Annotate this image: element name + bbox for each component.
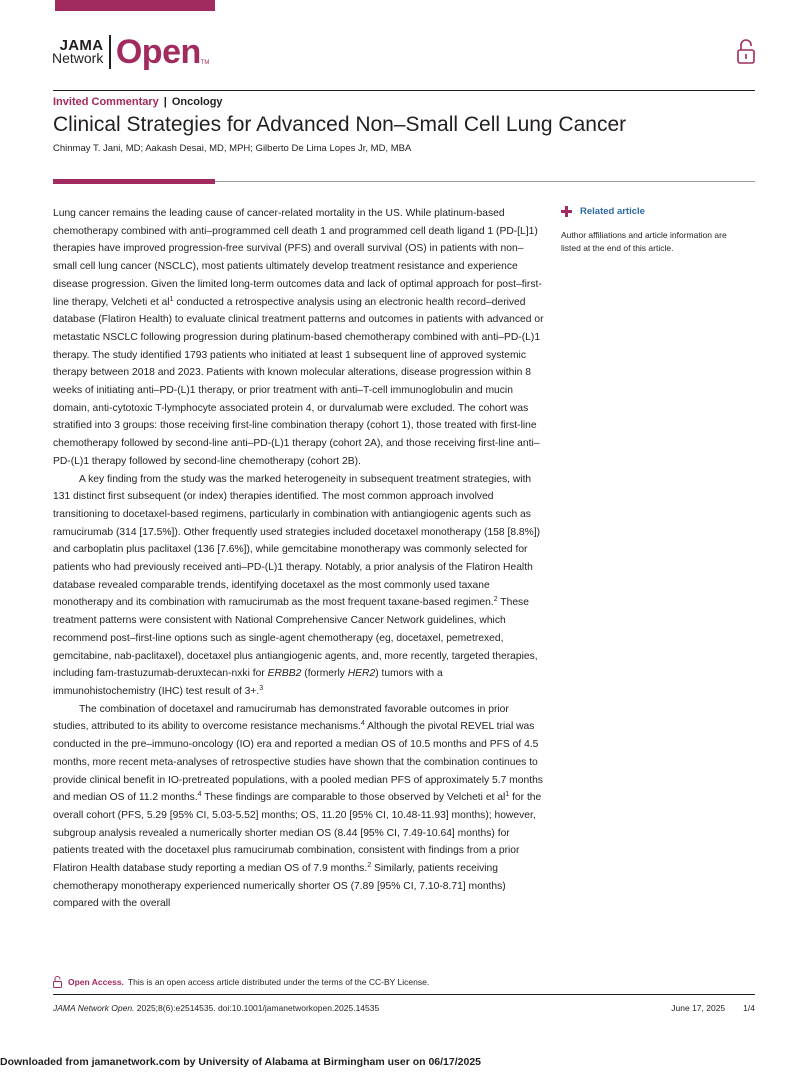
logo-network-text: Network bbox=[52, 50, 104, 66]
p2-text: A key finding from the study was the marked heterogeneity in subsequent treatment strategies, with 131 distinct first subsequent (or index) therapies identified. The most common approach involved transitioning to docetaxel-based regimens, particularly in combination with antiangiogenic agents such as ramucirumab (314 [17.5%]). Other frequently used strategies included docetaxel monotherapy (158 [8.8%]) and carboplatin plus paclitaxel (136 [7.6%]), while gemcitabine monotherapy was commonly selected for patients who had previously received anti–PD-(L)1 therapy. Notably, a prior analysis of the Flatiron Health database revealed comparable trends, identifying docetaxel as the most commonly used taxane monotherapy and its combination with ramucirumab as the most frequent taxane-based regimen. bbox=[53, 473, 541, 609]
sidebar bbox=[561, 206, 761, 255]
body-paragraph-1 bbox=[53, 205, 545, 471]
reference-link[interactable]: 2 bbox=[367, 862, 372, 870]
p2-text-cont: (formerly bbox=[301, 668, 348, 680]
reference-link[interactable]: 1 bbox=[505, 791, 510, 799]
p3-text: The combination of docetaxel and ramucirumab has demonstrated favorable outcomes in prior studies, attributed to its ability to overcome resistance mechanisms. bbox=[53, 703, 509, 733]
p2-text-cont: ) tumors with a immunohistochemistry (IHC) test result of 3+. bbox=[53, 668, 443, 697]
header-rule bbox=[53, 90, 755, 91]
p1-text-cont: conducted a retrospective analysis using an electronic health record–derived database (Flatiron Health) to evaluate clinical treatment patterns and outcomes in patients with advanced or metastatic NSCLC following progression during platinum-based chemotherapy combined with anti–PD-(L)1 therapy. The study identified 1793 patients who initiated at least 1 subsequent line of approved systemic therapy between 2018 and 2023. Patients with known molecular alterations, disease progression within 8 weeks of initiating anti–PD-(L)1 therapy, or prior treatment with anti–T-cell immunoglobulin and mucin domain, anti-cytotoxic T-lymphocyte associated protein 4, or durvalumab were excluded. The cohort was stratified into 3 groups: those receiving first-line combination therapy (cohort 1), those treated with first-line chemotherapy followed by second-line anti–PD-(L)1 therapy (cohort 2A), and those receiving first-line anti–PD-(L)1 therapy followed by second-line chemotherapy (cohort 2B). bbox=[53, 296, 544, 467]
p2-text-cont: These treatment patterns were consistent with National Comprehensive Cancer Network guidelines, which recommend post–first-line options such as single-agent chemotherapy (eg, docetaxel, pemetrexed, gemcitabine, nab-paclitaxel), docetaxel plus antiangiogenic agents, and, more recently, targeted therapies, including fam-trastuzumab-deruxtecan-nxki for bbox=[53, 597, 538, 680]
journal-logo[interactable] bbox=[52, 32, 209, 72]
logo-jama-text: JAMA bbox=[59, 37, 104, 54]
article-type-line bbox=[53, 96, 223, 108]
article-category[interactable]: Invited Commentary bbox=[53, 96, 159, 108]
page-footer bbox=[53, 1003, 755, 1013]
affiliation-note: Author affiliations and article information are listed at the end of this article. bbox=[561, 230, 727, 253]
logo-trademark: TM bbox=[200, 60, 210, 66]
top-accent-bar bbox=[55, 0, 215, 11]
article-section[interactable]: Oncology bbox=[171, 96, 223, 108]
citation bbox=[53, 1003, 379, 1013]
logo-divider bbox=[109, 35, 111, 69]
p3-text-cont: These findings are comparable to those observed by Velcheti et al bbox=[201, 792, 506, 804]
related-article-label: Related article bbox=[580, 206, 645, 217]
body-paragraph-2 bbox=[53, 471, 545, 701]
open-access-text: This is an open access article distributed under the terms of the CC-BY License. bbox=[127, 977, 430, 987]
reference-link[interactable]: 2 bbox=[493, 596, 498, 604]
reference-link[interactable]: 1 bbox=[169, 295, 174, 303]
open-access-icon bbox=[53, 976, 62, 988]
p3-text-cont: Similarly, patients receiving chemotherapy monotherapy experienced numerically shorter OS (7.89 [95% CI, 7.10-8.71] months) compared with the overall bbox=[53, 863, 506, 910]
p1-text: Lung cancer remains the leading cause of cancer-related mortality in the US. While platinum-based chemotherapy combined with anti–programmed cell death 1 and programmed cell death ligand 1 (PD-[L]1) therapies have improved progression-free survival (PFS) and overall survival (OS) in patients with non–small cell lung cancer (NSCLC), most patients ultimately develop treatment resistance and experience disease progression. Given the limited long-term outcomes data and lack of optimal approach for post–first-line therapy, Velcheti et al bbox=[53, 208, 542, 308]
logo-jama-network bbox=[52, 39, 103, 65]
plus-icon bbox=[561, 206, 572, 217]
article-authors: Chinmay T. Jani, MD; Aakash Desai, MD, MPH; Gilberto De Lima Lopes Jr, MD, MBA bbox=[53, 143, 412, 154]
footer-date: June 17, 2025 bbox=[671, 1003, 726, 1013]
footer-rule bbox=[53, 994, 755, 995]
reference-link[interactable]: 3 bbox=[259, 684, 264, 692]
section-separator: | bbox=[163, 96, 167, 108]
gene-name: ERBB2 bbox=[267, 668, 302, 680]
article-title: Clinical Strategies for Advanced Non–Small Cell Lung Cancer bbox=[53, 113, 627, 136]
footer-journal-name: JAMA Network Open. bbox=[53, 1003, 135, 1013]
open-access-notice bbox=[53, 976, 429, 988]
page-number: 1/4 bbox=[743, 1003, 755, 1013]
open-access-label[interactable]: Open Access. bbox=[68, 977, 124, 987]
section-rule bbox=[215, 181, 755, 182]
p3-text-cont: for the overall cohort (PFS, 5.29 [95% CI, 5.03-5.52] months; OS, 11.20 [95% CI, 10.48-11.93] months); however, subgroup analysis revealed a numerically shorter median OS (8.44 [95% CI, 7.49-10.64] months) for patients treated with the docetaxel plus ramucirumab combination, consistent with findings from a prior Flatiron Health database study reporting a median OS of 7.9 months. bbox=[53, 792, 542, 875]
article-body bbox=[53, 205, 545, 913]
logo-open-text: Open bbox=[115, 33, 201, 71]
related-article-link[interactable] bbox=[561, 206, 761, 217]
footer-right bbox=[653, 1003, 755, 1013]
unlocked-padlock-icon[interactable] bbox=[737, 38, 755, 64]
section-accent-bar bbox=[53, 179, 215, 184]
reference-link[interactable]: 4 bbox=[360, 720, 365, 728]
body-paragraph-3 bbox=[53, 701, 545, 913]
gene-name: HER2 bbox=[347, 668, 376, 680]
reference-link[interactable]: 4 bbox=[197, 791, 202, 799]
footer-citation: 2025;8(6):e2514535. doi:10.1001/jamanetworkopen.2025.14535 bbox=[134, 1003, 380, 1013]
download-notice: Downloaded from jamanetwork.com by University of Alabama at Birmingham user on 06/17/2025 bbox=[0, 1056, 482, 1068]
p3-text-cont: Although the pivotal REVEL trial was conducted in the pre–immuno-oncology (IO) era and reported a median OS of 10.5 months and PFS of 4.5 months, more recent meta-analyses of retrospective studies have shown that the combination continues to provide clinical benefit in IO-pretreated populations, with a pooled median PFS of approximately 5.7 months and median OS of 11.2 months. bbox=[53, 721, 543, 804]
